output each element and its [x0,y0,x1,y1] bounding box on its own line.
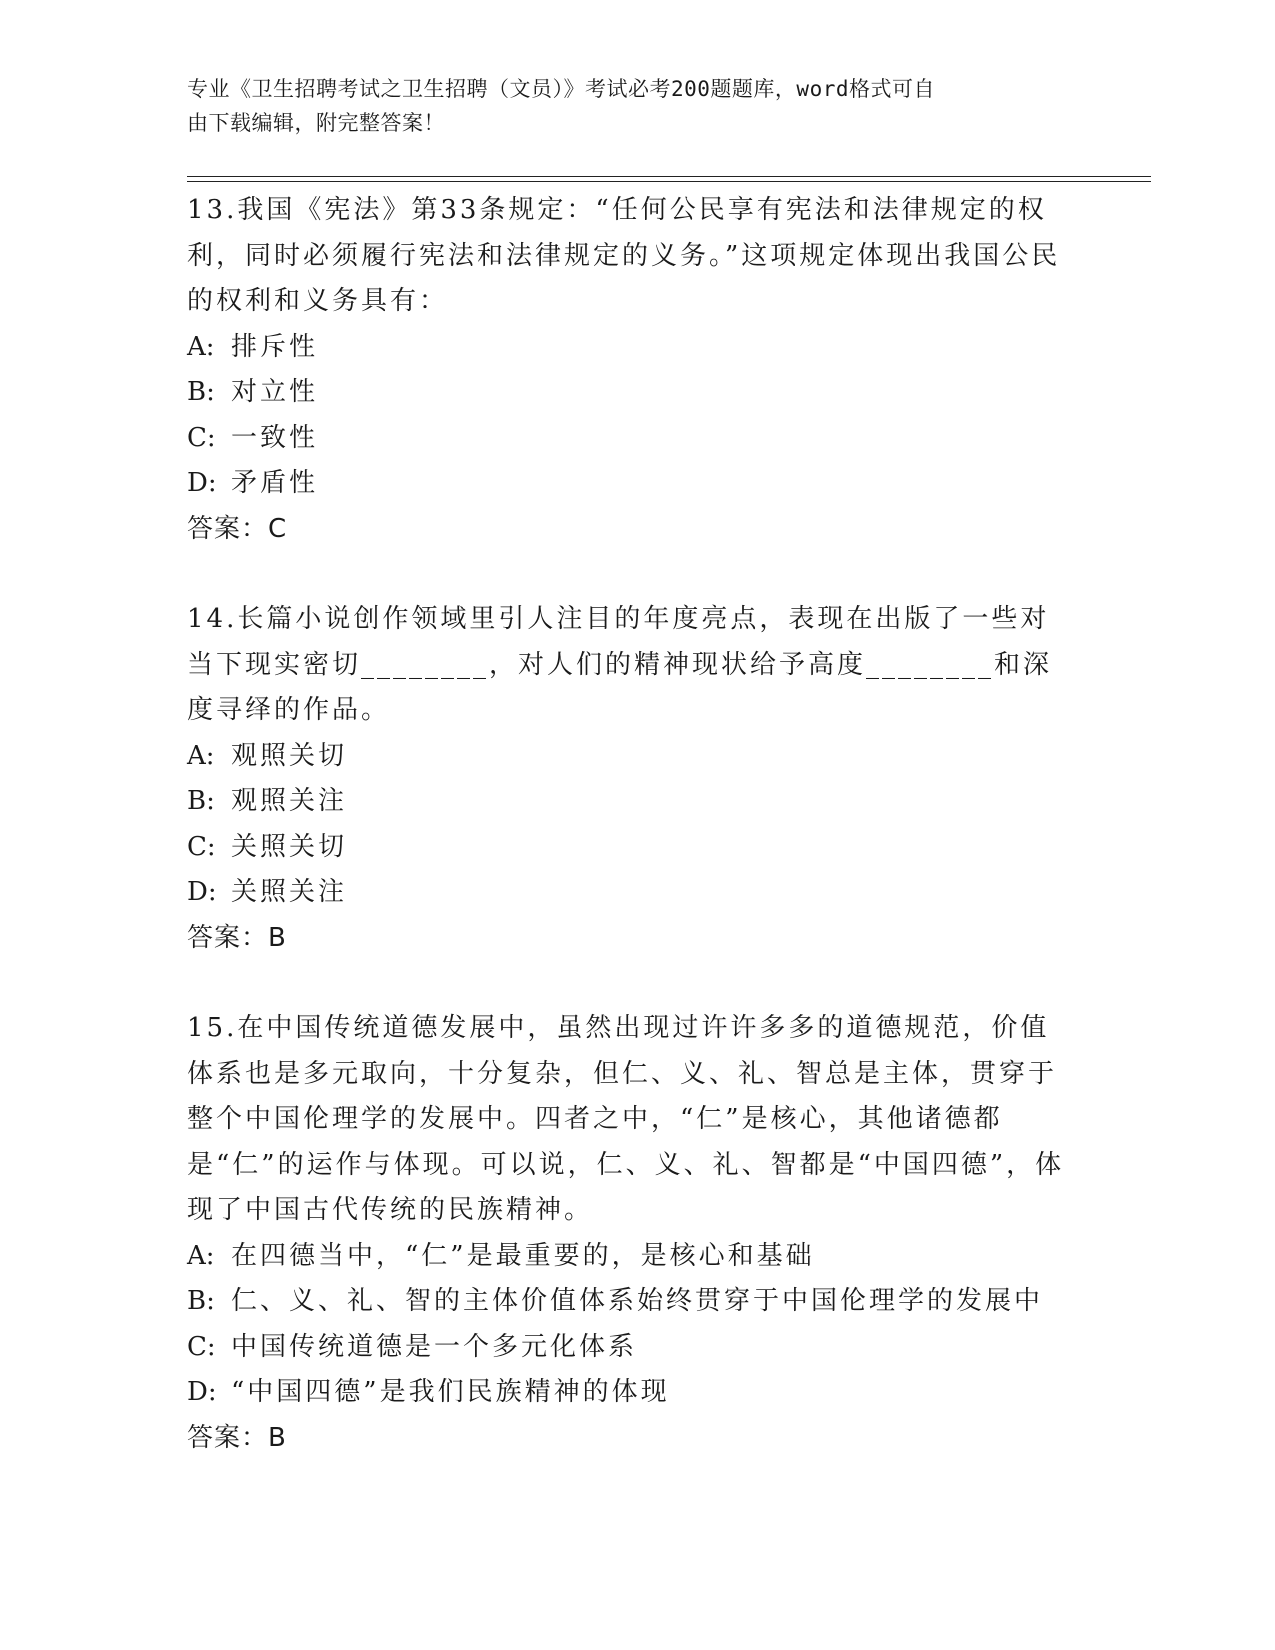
option-b [187,370,1067,416]
option-a [187,734,1067,780]
option-a [187,325,1067,371]
option-text: 仁、义、礼、智的主体价值体系始终贯穿于中国伦理学的发展中 [231,1286,1044,1316]
option-letter: D: [187,468,217,498]
option-c [187,416,1067,462]
option-text: 中国传统道德是一个多元化体系 [231,1331,638,1362]
option-letter: B: [187,377,215,407]
document-header [187,72,1067,140]
question-15 [187,1006,1067,1461]
option-text: 关照关注 [231,877,348,907]
answer-line: 答案：B [187,1422,287,1453]
option-text: 排斥性 [231,331,319,362]
option-d [187,1370,1067,1416]
option-text: 观照关切 [231,740,348,771]
option-d [187,870,1067,916]
option-letter: D: [187,877,217,907]
option-b [187,779,1067,825]
option-letter: C: [187,422,216,453]
option-letter: A: [187,1240,215,1271]
option-text: 矛盾性 [231,468,319,498]
header-line-2: 由下载编辑，附完整答案！ [187,111,445,135]
header-line-1: 专业《卫生招聘考试之卫生招聘（文员）》考试必考200题题库，word格式可自 [187,77,935,101]
option-letter: C: [187,1331,216,1362]
header-divider-top [187,176,1151,177]
option-text: 对立性 [231,377,319,407]
option-b [187,1279,1067,1325]
option-text: 观照关注 [231,786,348,816]
option-text: 关照关切 [231,831,348,862]
question-13 [187,188,1067,552]
option-letter: B: [187,1286,215,1316]
question-stem: 14.长篇小说创作领域里引人注目的年度亮点，表现在出版了一些对当下现实密切________，对人们的精神现状给予高度________和深度寻绎的作品。 [187,604,1053,725]
question-stem: 15.在中国传统道德发展中，虽然出现过许许多多的道德规范，价值体系也是多元取向，十分复杂，但仁、义、礼、智总是主体，贯穿于整个中国伦理学的发展中。四者之中，“仁”是核心，其他诸德都是“仁”的运作与体现。可以说，仁、义、礼、智都是“中国四德”，体现了中国古代传统的民族精神。 [187,1013,1065,1225]
option-letter: B: [187,786,215,816]
option-text: 在四德当中，“仁”是最重要的，是核心和基础 [231,1240,815,1271]
option-letter: D: [187,1377,217,1407]
option-text: “中国四德”是我们民族精神的体现 [231,1377,670,1407]
question-stem: 13.我国《宪法》第33条规定：“任何公民享有宪法和法律规定的权利，同时必须履行宪法和法律规定的义务。”这项规定体现出我国公民的权利和义务具有： [187,195,1061,316]
option-text: 一致性 [231,422,319,453]
option-letter: C: [187,831,216,862]
option-c [187,1325,1067,1371]
header-divider-bottom [187,181,1151,182]
option-c [187,825,1067,871]
answer-line: 答案：B [187,922,287,953]
option-a [187,1234,1067,1280]
answer-line: 答案：C [187,513,288,544]
question-14 [187,597,1067,961]
option-letter: A: [187,331,215,362]
option-d [187,461,1067,507]
option-letter: A: [187,740,215,771]
